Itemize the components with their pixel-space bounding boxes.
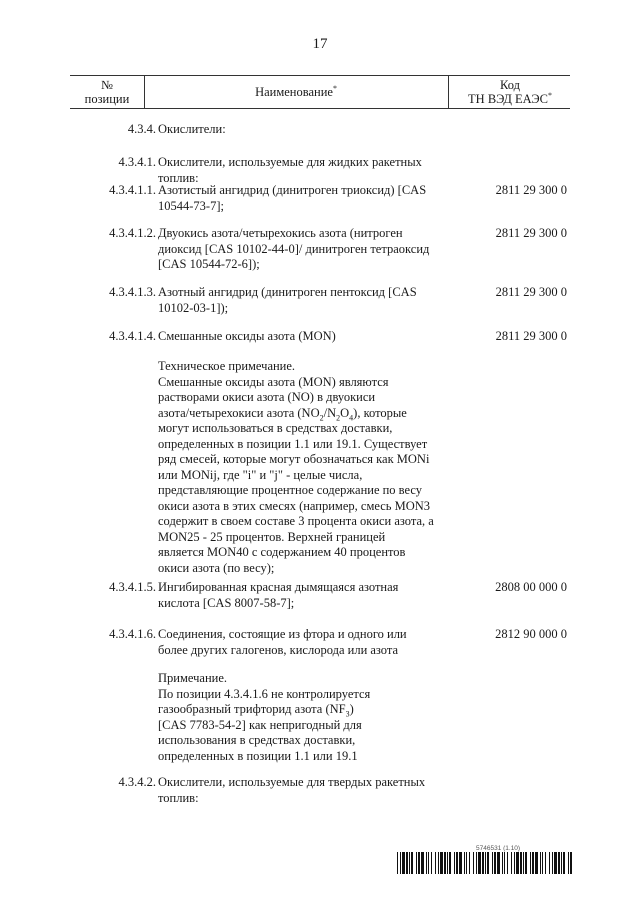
header-code: Код ТН ВЭД ЕАЭС*	[448, 76, 571, 108]
item-name: Двуокись азота/четырехокись азота (нитроген диоксид [CAS 10102-44-0]/ динитроген тетраоксид [CAS 10544-72-6]);	[158, 226, 430, 271]
item-name: Окислители:	[158, 122, 226, 136]
position-number: 4.3.4.1.	[118, 155, 156, 169]
position-number: 4.3.4.1.2.	[109, 226, 156, 240]
item-name: Смешанные оксиды азота (MON)	[158, 329, 336, 343]
barcode-icon	[397, 852, 573, 874]
position-number: 4.3.4.2.	[118, 775, 156, 789]
item-code: 2808 00 000 0	[495, 580, 567, 594]
position-number: 4.3.4.	[127, 122, 156, 136]
position-number: 4.3.4.1.1.	[109, 183, 156, 197]
page-number: 17	[312, 36, 328, 52]
item-name: Ингибированная красная дымящаяся азотная кислота [CAS 8007-58-7];	[158, 580, 399, 610]
item-name: Азотистый ангидрид (динитроген триоксид) [CAS 10544-73-7];	[158, 183, 427, 213]
position-number: 4.3.4.1.4.	[109, 329, 156, 343]
note-title: Примечание.	[158, 671, 228, 685]
item-code: 2812 90 000 0	[495, 627, 567, 641]
position-number: 4.3.4.1.6.	[109, 627, 156, 641]
item-code: 2811 29 300 0	[495, 183, 567, 197]
header-name: Наименование*	[255, 83, 337, 99]
item-code: 2811 29 300 0	[495, 226, 567, 240]
header-position-number: № позиции	[70, 76, 145, 108]
item-name: Азотный ангидрид (динитроген пентоксид [CAS 10102-03-1]);	[158, 285, 417, 315]
item-name: Окислители, используемые для твердых ракетных топлив:	[158, 775, 426, 805]
technical-note-title: Техническое примечание.	[158, 359, 296, 373]
item-name: Окислители, используемые для жидких ракетных топлив:	[158, 155, 422, 185]
table-header	[70, 75, 570, 109]
note: Примечание. По позиции 4.3.4.1.6 не контролируется газообразный трифторид азота $(NF_3)$ [CAS 7783-54-2] как непригодный для использования в средствах доставки, определенных в позиции 1.1 или 19.1	[158, 671, 458, 764]
item-code: 2811 29 300 0	[495, 285, 567, 299]
item-name: Соединения, состоящие из фтора и одного или более других галогенов, кислорода или азота	[158, 627, 407, 657]
item-code: 2811 29 300 0	[495, 329, 567, 343]
position-number: 4.3.4.1.5.	[109, 580, 156, 594]
position-number: 4.3.4.1.3.	[109, 285, 156, 299]
technical-note: Техническое примечание. Смешанные оксиды азота (MON) являются растворами окиси азота (NO) в двуокиси азота/четырехокиси азота $(NO_2/N_2O_4)$, которые могут использоваться в средствах доставки, определенных в позиции 1.1 или 19.1. Существует ряд смесей, которые могут обозначаться как MONi или MONij, где "i" и "j" - целые числа, представляющие процентное содержание по весу окиси азота в этих смесях (например, смесь MON3 содержит в своем составе 3 процента окиси азота, а MON25 - 25 процентов. Верхней границей является MON40 с содержанием 40 процентов окиси азота (по весу);	[158, 359, 458, 576]
document-stamp: 5746531 (1.10)	[476, 845, 521, 852]
